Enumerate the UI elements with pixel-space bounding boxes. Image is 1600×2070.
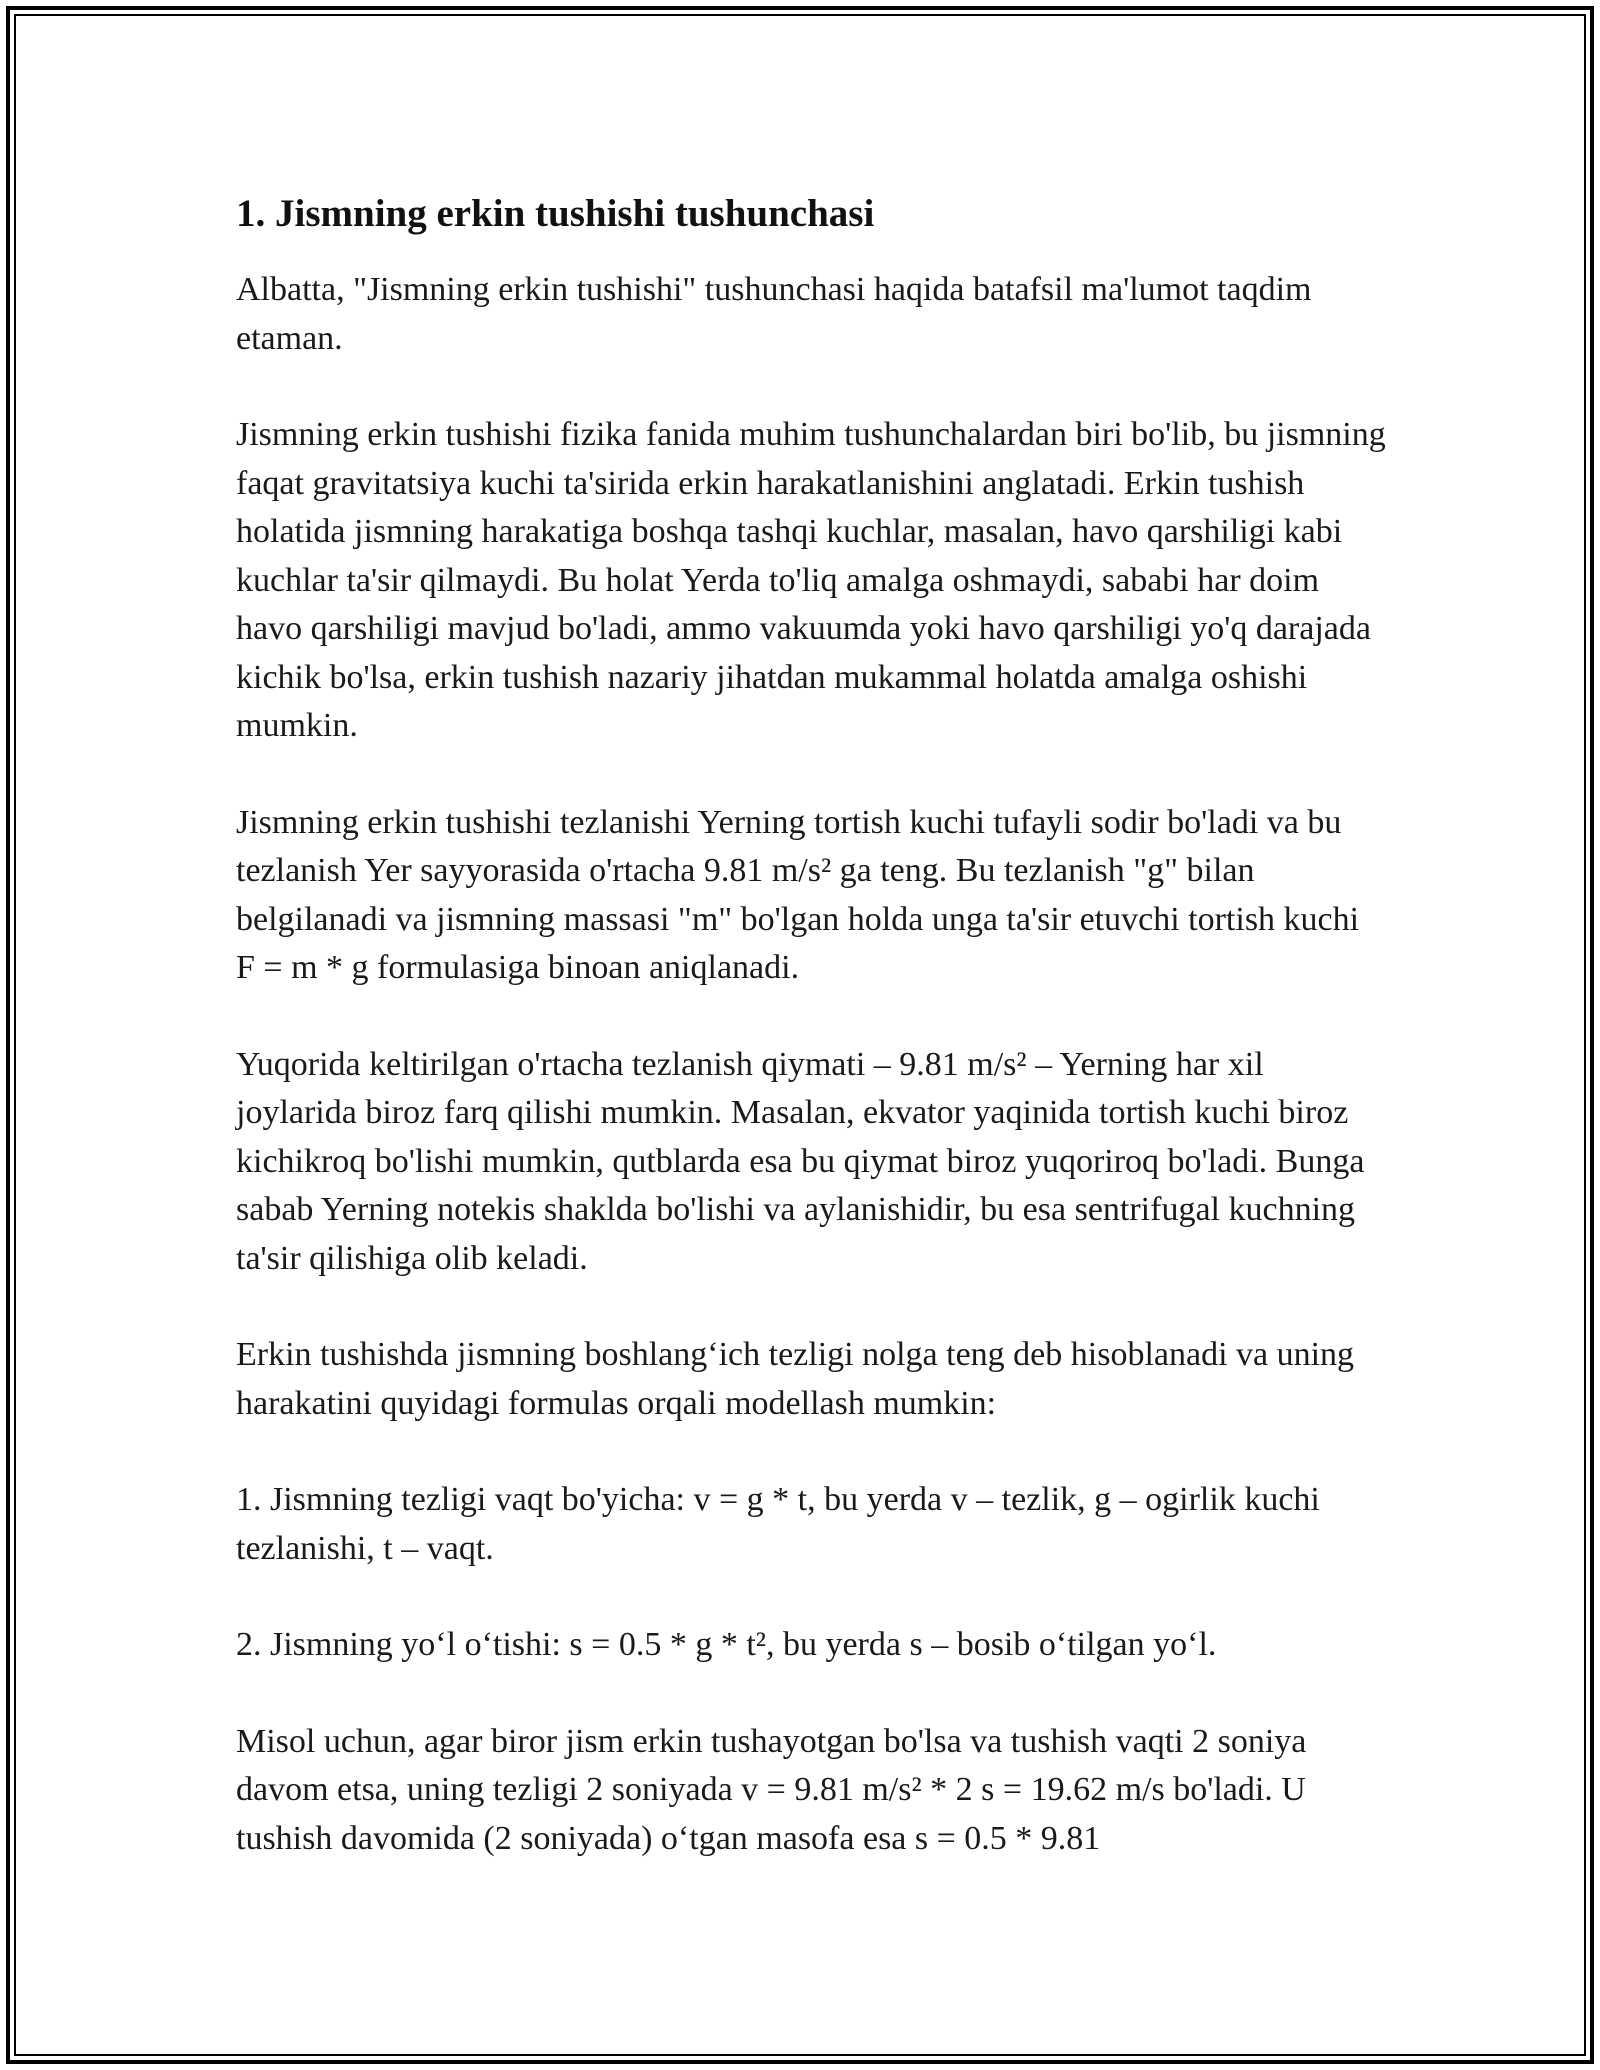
list-item-distance-formula: 2. Jismning yo‘l o‘tishi: s = 0.5 * g * t², bu yerda s – bosib o‘tilgan yo‘l. (236, 1626, 1217, 1663)
list-item-velocity-formula: 1. Jismning tezligi vaqt bo'yicha: v = g * t, bu yerda v – tezlik, g – ogirlik kuchi tezlanishi, t – vaqt. (236, 1481, 1320, 1567)
paragraph-acceleration: Jismning erkin tushishi tezlanishi Yerning tortish kuchi tufayli sodir bo'ladi va bu tezlanish Yer sayyorasida o'rtacha 9.81 m/s² ga teng. Bu tezlanish "g" bilan belgilanadi va jismning massasi "m" bo'lgan holda unga ta'sir etuvchi tortish kuchi F = m * g formulasiga binoan aniqlanadi. (236, 803, 1360, 986)
paragraph-variation: Yuqorida keltirilgan o'rtacha tezlanish qiymati – 9.81 m/s² – Yerning har xil joylarida biroz farq qilishi mumkin. Masalan, ekvator yaqinida tortish kuchi biroz kichikroq bo'lishi mumkin, qutblarda esa bu qiymat biroz yuqoriroq bo'ladi. Bunga sabab Yerning notekis shaklda bo'lishi va aylanishidir, bu esa sentrifugal kuchning ta'sir qilishiga olib keladi. (236, 1045, 1365, 1277)
paragraph-definition: Jismning erkin tushishi fizika fanida muhim tushunchalardan biri bo'lib, bu jismning faqat gravitatsiya kuchi ta'sirida erkin harakatlanishini anglatadi. Erkin tushish holatida jismning harakatiga boshqa tashqi kuchlar, masalan, havo qarshiligi kabi kuchlar ta'sir qilmaydi. Bu holat Yerda to'liq amalga oshmaydi, sababi har doim havo qarshiligi mavjud bo'ladi, ammo vakuumda yoki havo qarshiligi yo'q darajada kichik bo'lsa, erkin tushish nazariy jihatdan mukammal holatda amalga oshishi mumkin. (236, 416, 1386, 744)
paragraph-intro: Albatta, "Jismning erkin tushishi" tushunchasi haqida batafsil ma'lumot taqdim etaman. (236, 271, 1312, 357)
paragraph-formulas-intro: Erkin tushishda jismning boshlang‘ich tezligi nolga teng deb hisoblanadi va uning harakatini quyidagi formulas orqali modellash mumkin: (236, 1336, 1355, 1422)
document-body (236, 186, 1386, 1863)
document-title: 1. Jismning erkin tushishi tushunchasi (236, 192, 875, 235)
paragraph-example: Misol uchun, agar biror jism erkin tushayotgan bo'lsa va tushish vaqti 2 soniya davom etsa, uning tezligi 2 soniyada v = 9.81 m/s² * 2 s = 19.62 m/s bo'ladi. U tushish davomida (2 soniyada) o‘tgan masofa esa s = 0.5 * 9.81 (236, 1722, 1307, 1857)
